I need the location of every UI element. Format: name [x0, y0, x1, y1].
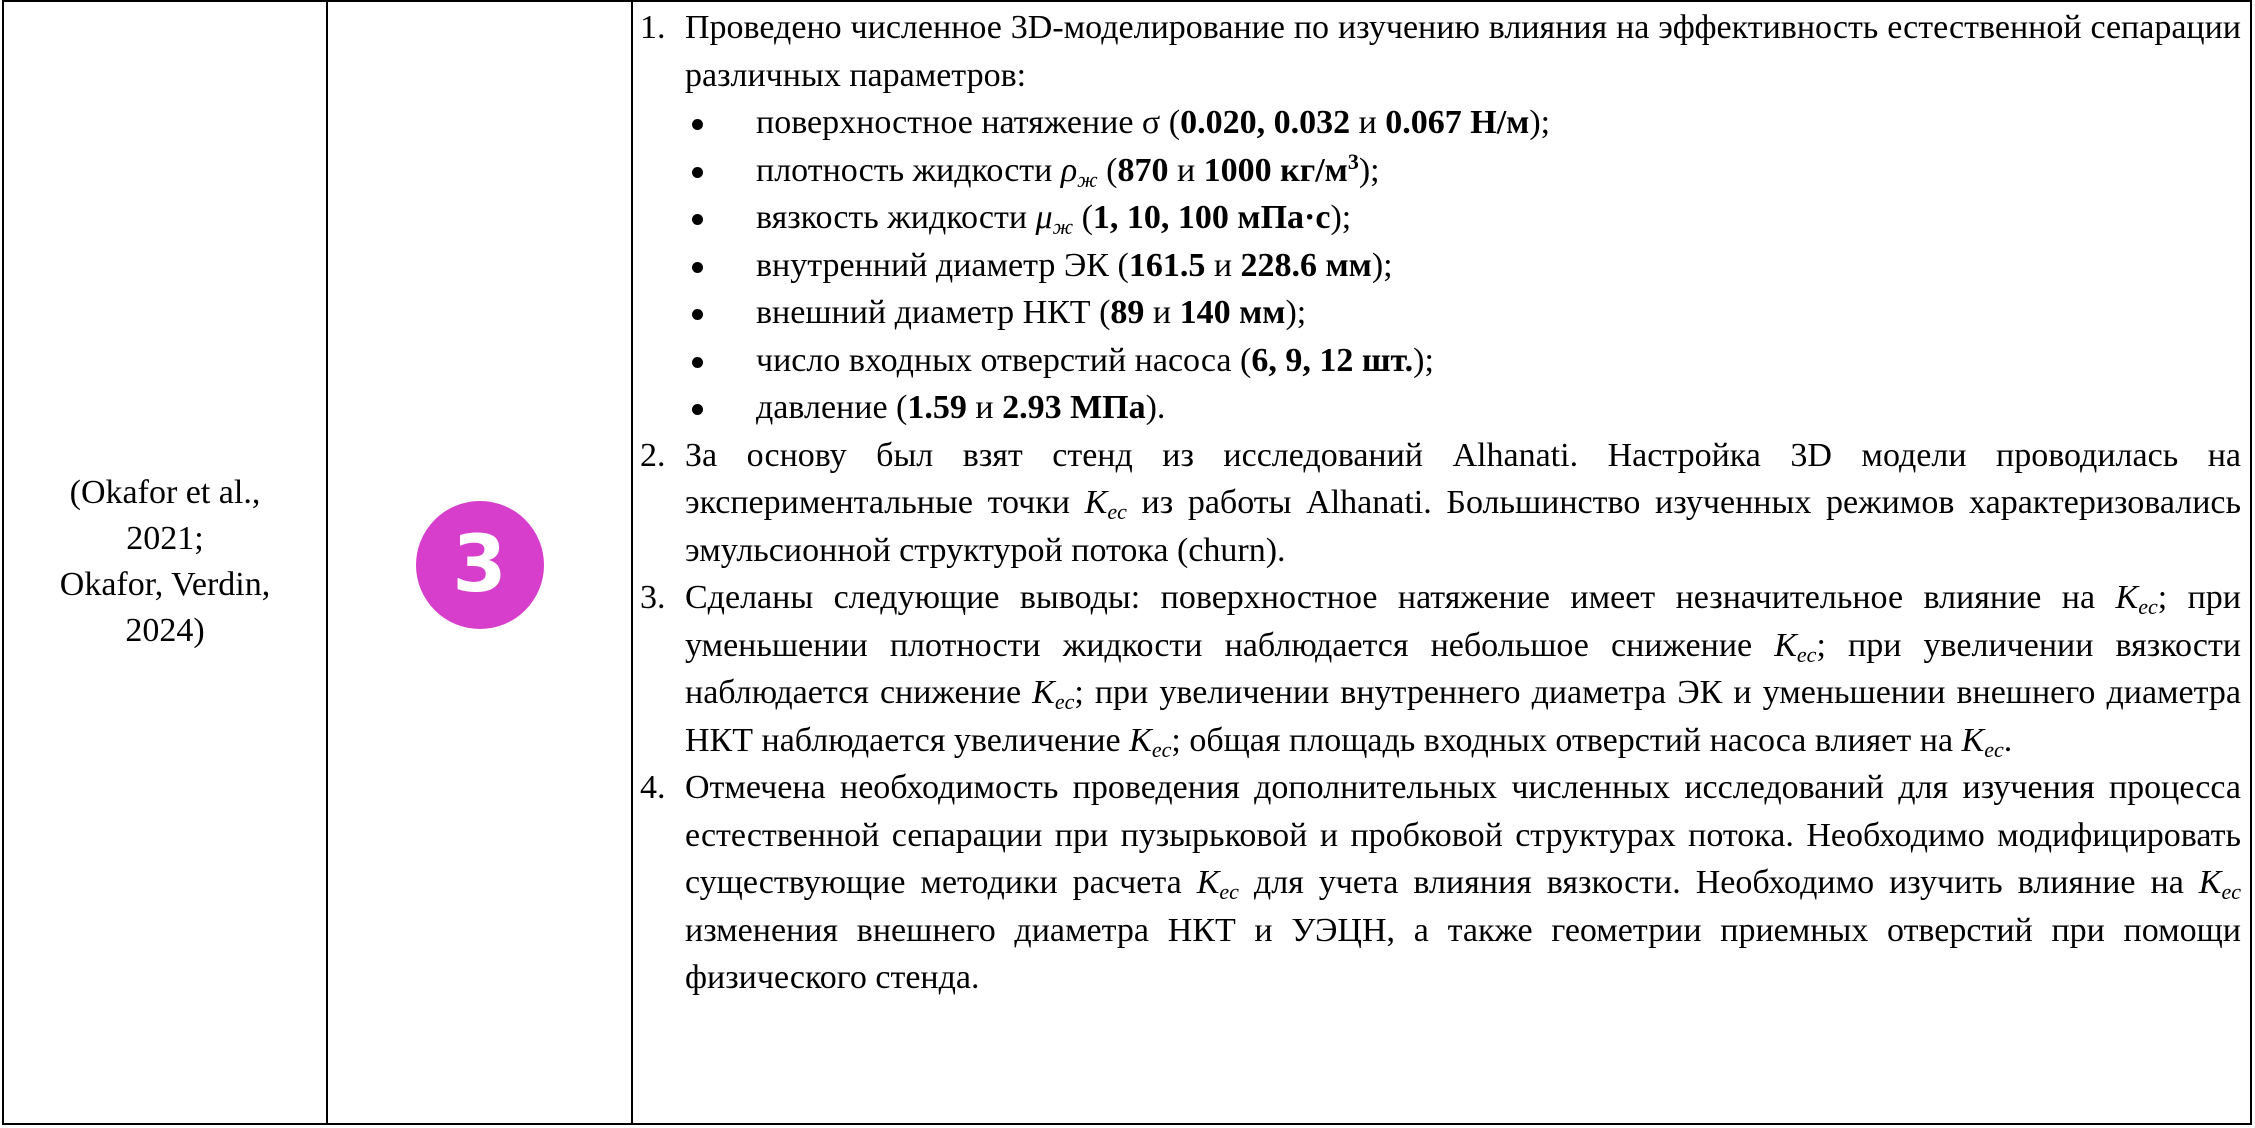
kec-subscript: ec [1219, 879, 1239, 904]
value: 1, 10, 100 мПа·с [1092, 199, 1331, 236]
item-number: 1. [640, 9, 666, 46]
bullet-intake-holes [640, 337, 2241, 385]
bullet-icon [692, 167, 703, 178]
punct: ); [1358, 151, 1380, 189]
punct: ( [1097, 151, 1118, 189]
finding-item-1 [640, 4, 2241, 99]
bullet-label: число входных отверстий насоса ( [756, 341, 1252, 379]
value: 6, 9, 12 шт. [1251, 341, 1414, 379]
reference-line: Okafor, Verdin, [59, 566, 271, 604]
bullet-density [640, 147, 2241, 195]
reference-citation [60, 470, 270, 654]
kec-symbol: K [1032, 674, 1055, 711]
value: 1.59 [907, 389, 967, 426]
kec-symbol: K [1774, 626, 1797, 664]
kec-symbol: K [2198, 864, 2222, 901]
kec-subscript: ec [1107, 499, 1127, 524]
bullet-pressure [640, 384, 2241, 432]
kec-subscript: ec [2138, 594, 2158, 619]
reference-line: 2024) [125, 612, 205, 650]
finding-item-2 [640, 432, 2241, 575]
value: 2.93 МПа [1002, 389, 1146, 426]
conjunction: и [1144, 294, 1180, 331]
kec-subscript: ec [1984, 736, 2004, 762]
bullet-label: давление ( [756, 389, 908, 426]
value: 1000 кг/м [1203, 151, 1348, 189]
finding-item-3 [640, 574, 2241, 764]
kec-symbol: K [1084, 484, 1108, 521]
bullet-label: поверхностное натяжение σ ( [756, 104, 1181, 141]
kec-subscript: ec [1796, 641, 1817, 667]
reference-line: 2021; [126, 520, 204, 558]
item-text: ; при увеличении вязкости наблюдается снижение [685, 626, 2241, 711]
bullet-tubing-diameter [640, 289, 2241, 337]
bullet-surface-tension [640, 99, 2241, 147]
bullet-icon [692, 214, 703, 225]
findings-cell [632, 1, 2251, 1124]
item-text: . [2003, 721, 2013, 759]
bullet-icon [692, 119, 703, 130]
bullet-label: внешний диаметр НКТ ( [756, 294, 1111, 331]
subscript: ж [1077, 166, 1098, 192]
item-text: ; при увеличении внутреннего диаметра ЭК и уменьшении внешнего диаметра НКТ наблюдается увеличение [685, 674, 2241, 759]
value: 0.067 Н/м [1385, 104, 1530, 141]
symbol: μ [1035, 199, 1053, 236]
reference-cell [3, 1, 327, 1124]
punct: ); [1413, 341, 1434, 379]
kec-subscript: ec [1151, 736, 1172, 762]
table-row [2, 0, 2252, 1125]
item-number: 2. [640, 436, 666, 474]
punct: ). [1145, 389, 1166, 426]
item-text: Проведено численное 3D-моделирование по изучению влияния на эффективность естественной сепарации различных параметров: [685, 9, 2241, 94]
item-number: 3. [640, 579, 666, 616]
item-text: ; при уменьшении плотности жидкости наблюдается небольшое снижение [685, 579, 2241, 664]
item-text: Сделаны следующие выводы: поверхностное натяжение имеет незначительное влияние на [685, 579, 2116, 616]
punct: ); [1330, 199, 1352, 236]
bullet-label: вязкость жидкости [756, 199, 1036, 236]
subscript: ж [1052, 214, 1074, 239]
value: 228.6 мм [1240, 246, 1372, 284]
item-text: из работы Alhanati. Большинство изученных режимов характеризовались эмульсионной структурой потока (churn). [685, 484, 2241, 569]
punct: ( [1073, 199, 1093, 236]
badge-cell [327, 1, 632, 1124]
item-text: ; общая площадь входных отверстий насоса влияет на [1171, 721, 1962, 759]
kec-symbol: K [1961, 721, 1985, 759]
conjunction: и [1168, 151, 1204, 189]
bullet-viscosity [640, 194, 2241, 242]
bullet-icon [692, 309, 703, 320]
item-number: 4. [640, 769, 666, 806]
value: 161.5 [1128, 246, 1206, 284]
superscript: 3 [1347, 148, 1359, 174]
value: 0.020, 0.032 [1180, 104, 1351, 141]
bullet-casing-diameter [640, 242, 2241, 290]
item-text: За основу был взят стенд из исследований Alhanati. Настройка 3D модели проводилась на экспериментальные точки [685, 436, 2241, 521]
kec-subscript: ec [2221, 879, 2241, 904]
finding-item-4 [640, 764, 2241, 1002]
symbol: ρ [1060, 151, 1078, 189]
findings-list [633, 2, 2250, 1002]
kec-subscript: ec [1054, 689, 1075, 714]
punct: ); [1529, 104, 1551, 141]
bullet-icon [692, 262, 703, 273]
conjunction: и [966, 389, 1003, 426]
kec-symbol: K [1129, 721, 1152, 759]
bullet-icon [692, 404, 703, 415]
number-badge: 3 [416, 501, 544, 629]
value: 89 [1110, 294, 1145, 331]
bullet-label: плотность жидкости [756, 151, 1061, 189]
bullet-label: внутренний диаметр ЭК ( [756, 246, 1129, 284]
item-text: для учета влияния вязкости. Необходимо изучить влияние на [1238, 864, 2199, 901]
item-text: Отмечена необходимость проведения дополнительных численных исследований для изучения процесса естественной сепарации при пузырьковой и пробковой структурах потока. Необходимо модифицировать существующие методики расчета [685, 769, 2241, 901]
punct: ); [1371, 246, 1393, 284]
kec-symbol: K [1196, 864, 1220, 901]
value: 140 мм [1179, 294, 1286, 331]
item-text: изменения внешнего диаметра НКТ и УЭЦН, а также геометрии приемных отверстий при помощи физического стенда. [685, 911, 2241, 996]
kec-symbol: K [2115, 579, 2139, 616]
conjunction: и [1350, 104, 1386, 141]
reference-line: (Okafor et al., [69, 474, 261, 512]
conjunction: и [1205, 246, 1241, 284]
bullet-icon [692, 357, 703, 368]
value: 870 [1117, 151, 1169, 189]
punct: ); [1285, 294, 1307, 331]
